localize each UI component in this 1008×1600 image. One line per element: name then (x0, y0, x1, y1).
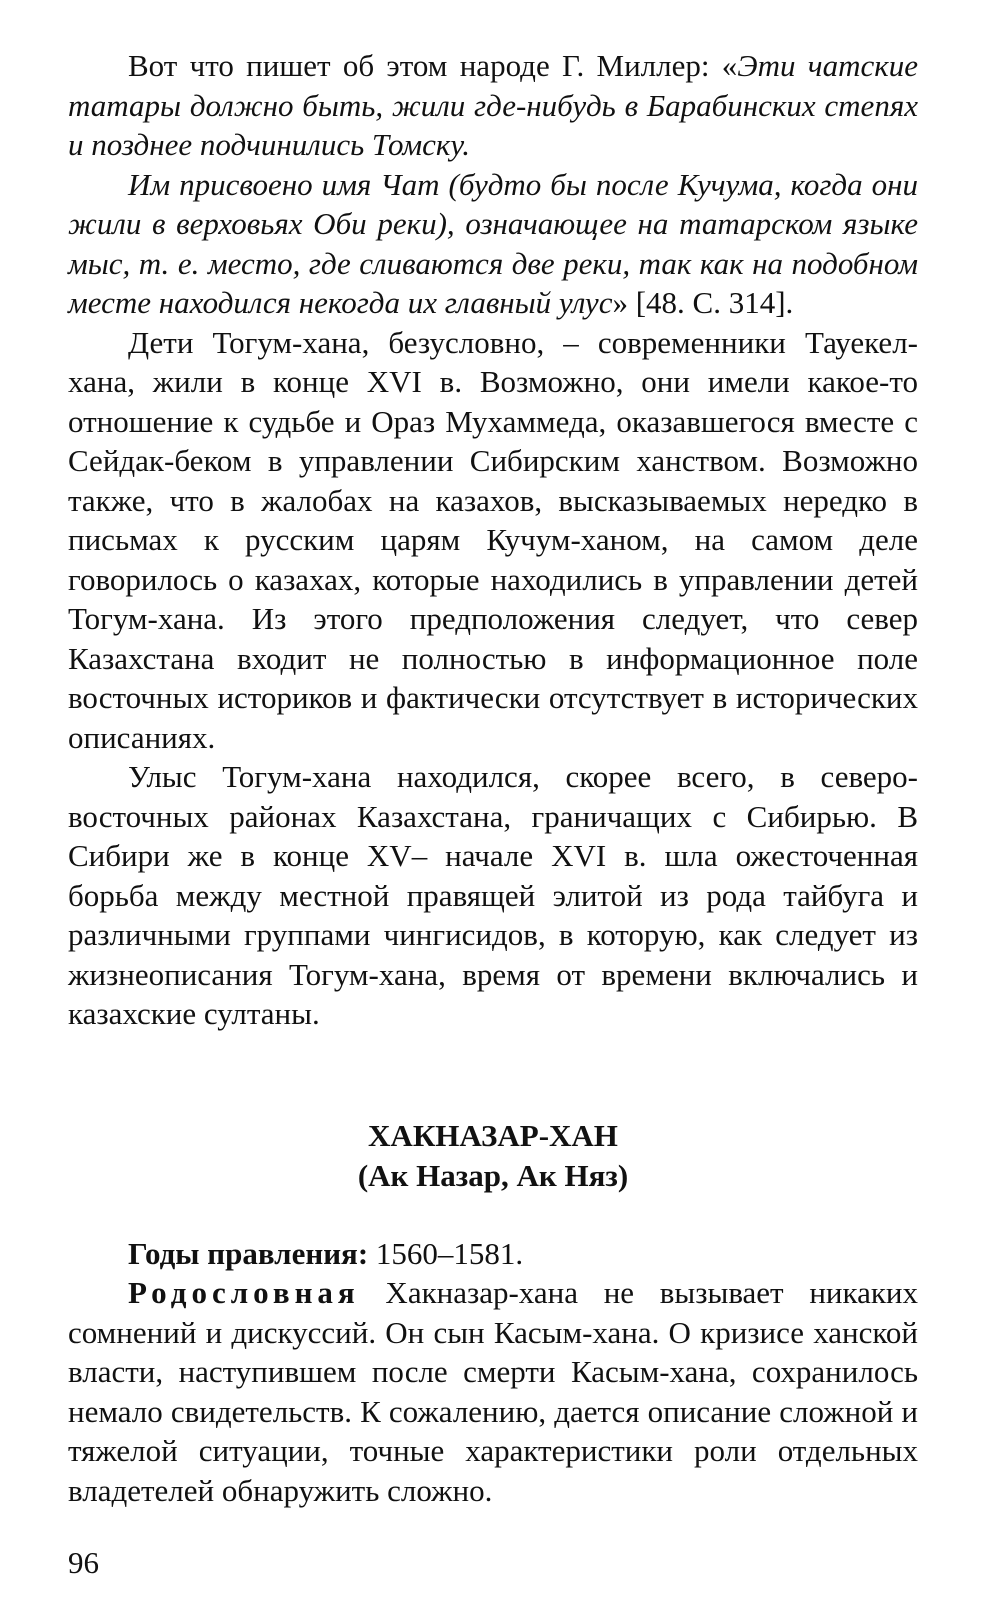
paragraph-genealogy (68, 1273, 918, 1510)
citation: » [48. С. 314]. (612, 285, 794, 320)
paragraph-togum-ulus: Улыс Тогум-хана находился, скорее всего, в северо-восточных районах Казахстана, граничащих с Сибирью. В Сибири же в конце XV– начале XVI в. шла ожесточенная борьба между местной правящей элитой из рода тайбуга и различными группами чингисидов, в которую, как следует из жизнеописания Тогум-хана, время от времени включались и казахские султаны. (68, 759, 918, 1031)
reign-line (68, 1234, 918, 1274)
section-title: ХАКНАЗАР-ХАН (368, 1117, 618, 1153)
section-subtitle: (Ак Назар, Ак Няз) (357, 1157, 629, 1193)
paragraph-togum-children: Дети Тогум-хана, безусловно, – современники Тауекел-хана, жили в конце XVI в. Возможно, они имели какое-то отношение к судьбе и Ораз Мухаммеда, оказавшегося вместе с Сейдак-беком в управлении Сибирским ханством. Возможно также, что в жалобах на казахов, высказываемых нередко в письмах к русским царям Кучум-ханом, на самом деле говорилось о казахах, которые находились в управлении детей Тогум-хана. Из этого предположения следует, что север Казахстана входит не полностью в информационное поле восточных историков и фактически отсутствует в исторических описаниях. (68, 324, 918, 755)
section-spacer (68, 1034, 918, 1116)
genealogy-text: Хакназар-хана не вызывает никаких сомнений и дискуссий. Он сын Касым-хана. О кризисе ханской власти, наступившем после смерти Касым-хана, сохранилось немало свидетельств. К сожалению, дается описание сложной и тяжелой ситуации, точные характеристики роли отдельных владетелей обнаружить сложно. (68, 1275, 918, 1508)
paragraph-miller-quote (68, 46, 918, 165)
paragraph-text: Вот что пишет об этом народе Г. Миллер: « (128, 48, 738, 83)
italic-quote: Эти чатские татары должно быть, жили где-нибудь в Барабинских степях и позднее подчинились Томску. (68, 48, 918, 162)
genealogy-label: Родословная (128, 1275, 360, 1310)
heading-spacer (68, 1196, 918, 1234)
reign-label: Годы правления: (128, 1235, 369, 1271)
page-number: 96 (68, 1545, 99, 1580)
paragraph-chat-name (68, 165, 918, 323)
italic-quote: Им присвоено имя Чат (будто бы после Кучума, когда они жили в верховьях Оби реки), означающее на татарском языке мыс, т. е. место, где сливаются две реки, так как на подобном месте находился некогда их главный улус (68, 166, 918, 320)
page-body (68, 46, 918, 1510)
reign-years: 1560–1581. (368, 1235, 524, 1271)
